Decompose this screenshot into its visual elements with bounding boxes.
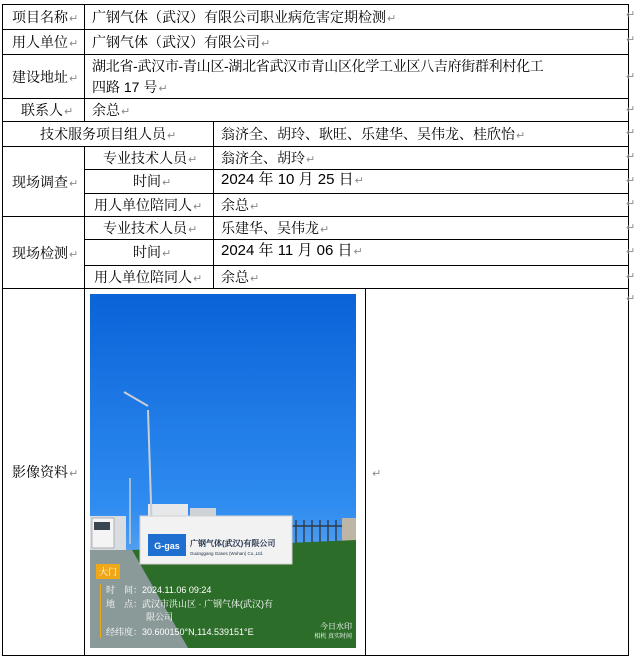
survey-time-value: 2024 年 10 月 25 日↵ — [221, 171, 364, 188]
location-tag: 大门 — [96, 564, 120, 579]
team-label: 技术服务项目组人员↵ — [40, 126, 177, 142]
survey-escort-label: 用人单位陪同人↵ — [94, 197, 203, 213]
watermark-logo: 今日水印 相机 真实时间 — [314, 622, 352, 640]
paragraph-mark: ↵ — [626, 151, 635, 163]
paragraph-mark: ↵ — [626, 34, 635, 46]
paragraph-mark: ↵ — [626, 222, 635, 234]
employer-value: 广钢气体（武汉）有限公司↵ — [92, 34, 271, 50]
sign-logo: G-gas — [154, 541, 180, 551]
testing-label: 现场检测↵ — [12, 245, 79, 261]
image-label: 影像资料↵ — [12, 464, 79, 480]
project-name-value: 广钢气体（武汉）有限公司职业病危害定期检测↵ — [92, 9, 397, 25]
survey-label: 现场调查↵ — [12, 174, 79, 190]
paragraph-mark: ↵ — [626, 9, 635, 21]
testing-escort-label: 用人单位陪同人↵ — [94, 269, 203, 285]
overlay-accent-line — [100, 584, 101, 638]
paragraph-mark: ↵ — [372, 468, 382, 480]
survey-staff-label: 专业技术人员↵ — [103, 150, 198, 166]
value-cell — [213, 265, 629, 289]
testing-staff-label: 专业技术人员↵ — [103, 220, 198, 236]
site-address-line1: 湖北省-武汉市-青山区-湖北省武汉市青山区化学工业区八吉府街群利村化工 — [92, 58, 544, 74]
project-name-label: 项目名称↵ — [12, 9, 79, 25]
contact-label: 联系人↵ — [21, 102, 74, 118]
survey-time-label: 时间↵ — [133, 173, 172, 189]
paragraph-mark: ↵ — [626, 293, 635, 305]
paragraph-mark: ↵ — [626, 175, 635, 187]
testing-staff-value: 乐建华、吴伟龙↵ — [221, 220, 330, 236]
photo-time: 时 间：2024.11.06 09:24 — [106, 585, 212, 595]
survey-escort-value: 余总↵ — [221, 197, 260, 213]
employer-label: 用人单位↵ — [12, 34, 79, 50]
photo-place-line1: 地 点：武汉市洪山区 · 广钢气体(武汉)有 — [106, 599, 274, 609]
paragraph-mark: ↵ — [626, 71, 635, 83]
paragraph-mark: ↵ — [626, 271, 635, 283]
site-address-label: 建设地址↵ — [12, 69, 79, 85]
sign-name: 广钢气体(武汉)有限公司 — [190, 539, 276, 548]
testing-time-label: 时间↵ — [133, 244, 172, 260]
value-cell — [84, 98, 629, 122]
testing-escort-value: 余总↵ — [221, 269, 260, 285]
value-cell — [213, 193, 629, 217]
site-address-line2: 四路 17 号↵ — [92, 79, 168, 95]
paragraph-mark: ↵ — [626, 127, 635, 139]
sign-subname: Guanggang Gases (Wuhan) Co.,Ltd. — [190, 551, 264, 556]
paragraph-mark: ↵ — [626, 104, 635, 116]
paragraph-mark: ↵ — [626, 198, 635, 210]
photo-coordinates: 经纬度：30.600150°N,114.539151°E — [106, 627, 254, 637]
testing-time-value: 2024 年 11 月 06 日↵ — [221, 242, 363, 259]
blank-cell — [365, 288, 629, 656]
survey-staff-value: 翁济全、胡玲↵ — [221, 150, 316, 166]
team-value: 翁济全、胡玲、耿旺、乐建华、吴伟龙、桂欣怡↵ — [221, 126, 526, 142]
contact-value: 余总↵ — [92, 102, 131, 118]
photo-place-line2: 限公司 — [146, 612, 174, 622]
site-photo — [90, 294, 356, 648]
paragraph-mark: ↵ — [626, 246, 635, 258]
